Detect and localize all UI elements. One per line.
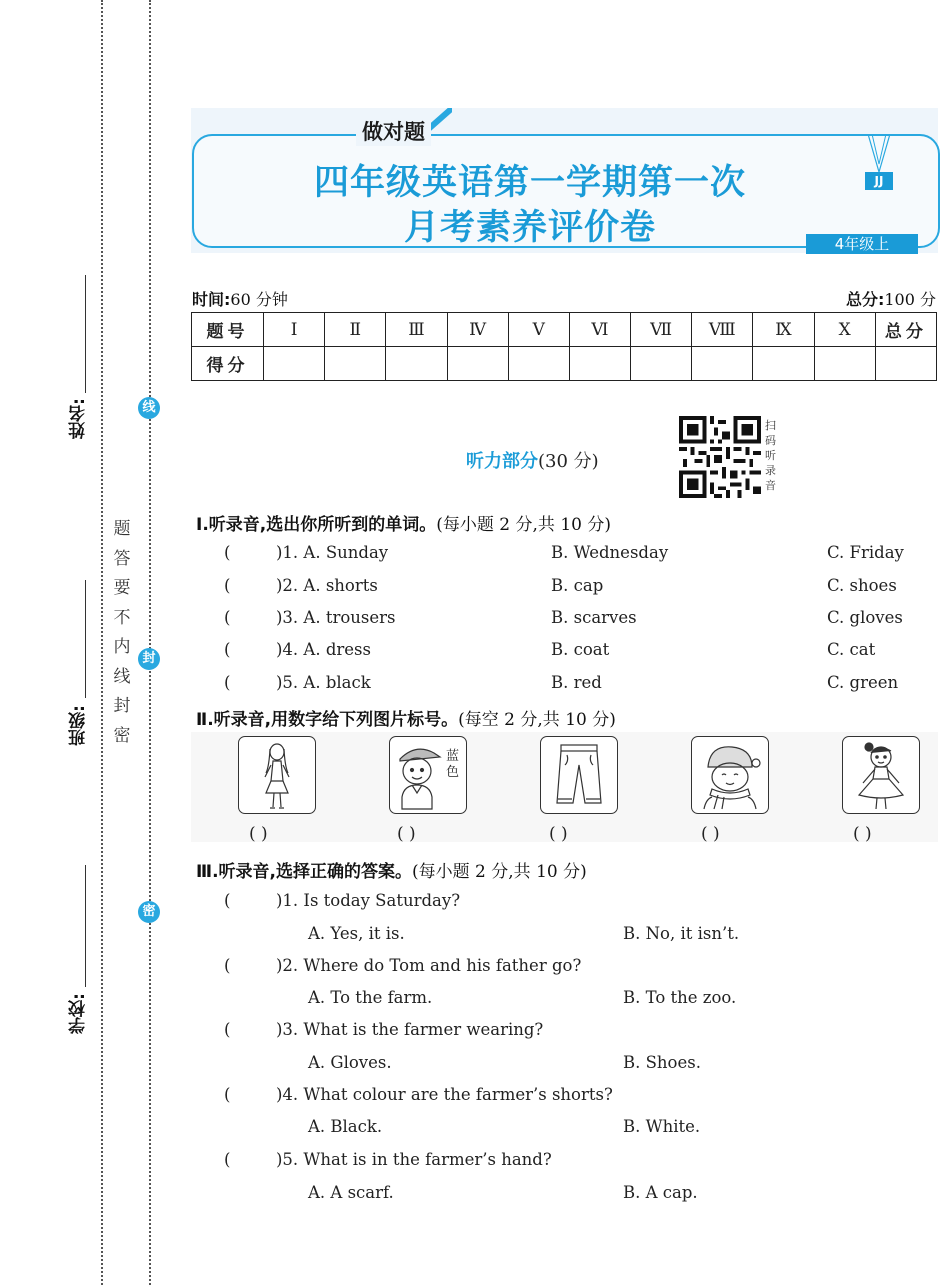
question-text: )2. Where do Tom and his father go?	[276, 956, 582, 975]
picture-girl-skirt	[842, 736, 920, 814]
binding-dotted-line-outer	[101, 0, 103, 1285]
score-cell[interactable]	[447, 347, 508, 381]
total-value: 100 分	[884, 290, 936, 309]
girl-dress-icon	[239, 737, 315, 813]
option-c: C. gloves	[827, 608, 903, 627]
option-b: B. Wednesday	[551, 543, 669, 562]
listening-points: (30 分)	[538, 451, 599, 472]
score-table-score-row	[192, 347, 937, 381]
picture-answer-blank[interactable]: ( )	[249, 824, 268, 844]
section2-heading	[196, 705, 616, 730]
option-a: A. Gloves.	[308, 1053, 392, 1072]
question-text: )1. Is today Saturday?	[276, 891, 461, 910]
option-b: B. coat	[551, 640, 610, 659]
option-a: )2. A. shorts	[276, 576, 378, 595]
option-a: )4. A. dress	[276, 640, 371, 659]
score-cell[interactable]	[508, 347, 569, 381]
score-cell[interactable]	[814, 347, 875, 381]
section2-instruction: 听录音,用数字给下列图片标号。	[213, 710, 459, 730]
score-cell[interactable]	[692, 347, 753, 381]
answer-paren[interactable]: (	[224, 543, 231, 562]
section1-points: (每小题 2 分,共 10 分)	[436, 515, 611, 535]
time-value: 60 分钟	[230, 290, 288, 309]
page-title-line1: 四年级英语第一学期第一次	[313, 163, 746, 203]
answer-paren[interactable]: (	[224, 891, 231, 910]
column-header: Ⅵ	[569, 313, 630, 347]
option-b: B. red	[551, 673, 602, 692]
option-c: C. green	[827, 673, 899, 692]
answer-paren[interactable]: (	[224, 1150, 231, 1169]
column-header: Ⅸ	[753, 313, 814, 347]
option-b: B. cap	[551, 576, 604, 595]
option-b: B. No, it isn’t.	[623, 924, 740, 943]
section1-number: Ⅰ.	[196, 515, 209, 535]
listening-section-title	[466, 447, 599, 473]
section3-heading	[196, 857, 587, 882]
answer-paren[interactable]: (	[224, 608, 231, 627]
option-a: A. To the farm.	[308, 988, 433, 1007]
option-c: C. cat	[827, 640, 876, 659]
school-label: 学校:	[69, 993, 89, 1034]
edition-badge: JJ	[865, 172, 893, 190]
time-label: 时间:	[192, 290, 231, 309]
option-a: A. Black.	[308, 1117, 383, 1136]
column-header: Ⅳ	[447, 313, 508, 347]
answer-paren[interactable]: (	[224, 673, 231, 692]
question-text: )4. What colour are the farmer’s shorts?	[276, 1085, 613, 1104]
option-c: C. Friday	[827, 543, 904, 562]
qr-code-icon[interactable]	[679, 416, 761, 498]
listening-title: 听力部分	[466, 451, 538, 472]
name-label: 姓名:	[69, 398, 89, 439]
grade-tab: 4年级上	[806, 234, 918, 254]
question-text: )3. What is the farmer wearing?	[276, 1020, 544, 1039]
answer-paren[interactable]: (	[224, 1085, 231, 1104]
score-cell[interactable]	[325, 347, 386, 381]
answer-paren[interactable]: (	[224, 1020, 231, 1039]
score-cell[interactable]	[264, 347, 325, 381]
time-info	[192, 287, 288, 310]
picture-answer-blank[interactable]: ( )	[853, 824, 872, 844]
picture-answer-blank[interactable]: ( )	[397, 824, 416, 844]
option-b: B. A cap.	[623, 1183, 698, 1202]
option-a: A. A scarf.	[308, 1183, 394, 1202]
score-table-header-row	[192, 313, 937, 347]
section2-points: (每空 2 分,共 10 分)	[458, 710, 616, 730]
badge-ribbon-icon	[866, 134, 892, 174]
column-header: Ⅷ	[692, 313, 753, 347]
option-a: )3. A. trousers	[276, 608, 396, 627]
class-label: 班级:	[69, 705, 89, 746]
answer-paren[interactable]: (	[224, 576, 231, 595]
picture-answer-blank[interactable]: ( )	[549, 824, 568, 844]
score-row-header: 得分	[192, 347, 264, 381]
total-header: 总分	[875, 313, 936, 347]
option-a: A. Yes, it is.	[308, 924, 405, 943]
class-blank[interactable]	[85, 580, 86, 698]
binding-dotted-line-inner	[149, 0, 151, 1285]
seal-circle-secret: 密	[138, 901, 160, 923]
score-cell[interactable]	[875, 347, 936, 381]
column-header: Ⅰ	[264, 313, 325, 347]
total-score-info	[846, 287, 936, 310]
answer-paren[interactable]: (	[224, 640, 231, 659]
trousers-icon	[541, 737, 617, 813]
section1-heading	[196, 510, 611, 535]
section1-instruction: 听录音,选出你所听到的单词。	[208, 515, 437, 535]
option-b: B. Shoes.	[623, 1053, 701, 1072]
seal-warning-text: 题 答 要 不 内 线 封 密	[113, 519, 131, 746]
name-blank[interactable]	[85, 275, 86, 393]
section3-number: Ⅲ.	[196, 862, 219, 882]
girl-skirt-icon	[843, 737, 919, 813]
section3-instruction: 听录音,选择正确的答案。	[218, 862, 412, 882]
school-blank[interactable]	[85, 865, 86, 987]
seal-circle-line: 线	[138, 397, 160, 419]
page-title-line2: 月考素养评价卷	[403, 208, 656, 248]
option-b: B. White.	[623, 1117, 701, 1136]
column-header: Ⅹ	[814, 313, 875, 347]
option-b: B. To the zoo.	[623, 988, 737, 1007]
option-a: )1. A. Sunday	[276, 543, 389, 562]
hat-scarf-icon	[692, 737, 768, 813]
score-table	[191, 312, 937, 381]
picture-caption-blue: 蓝色	[446, 749, 460, 780]
section2-number: Ⅱ.	[196, 710, 214, 730]
picture-hat-scarf	[691, 736, 769, 814]
picture-answer-blank[interactable]: ( )	[701, 824, 720, 844]
score-cell[interactable]	[753, 347, 814, 381]
column-header: Ⅶ	[631, 313, 692, 347]
question-number-header: 题号	[192, 313, 264, 347]
score-cell[interactable]	[386, 347, 447, 381]
picture-trousers	[540, 736, 618, 814]
answer-paren[interactable]: (	[224, 956, 231, 975]
score-cell[interactable]	[631, 347, 692, 381]
picture-girl-dress	[238, 736, 316, 814]
seal-circle-seal: 封	[138, 648, 160, 670]
column-header: Ⅱ	[325, 313, 386, 347]
total-label: 总分:	[845, 290, 885, 309]
option-c: C. shoes	[827, 576, 897, 595]
scan-qr-note: 扫 码 听 录 音	[765, 419, 776, 492]
column-header: Ⅴ	[508, 313, 569, 347]
column-header: Ⅲ	[386, 313, 447, 347]
brand-logo-text: 做对题	[356, 116, 431, 146]
picture-boy-cap	[389, 736, 467, 814]
option-a: )5. A. black	[276, 673, 371, 692]
option-b: B. scarves	[551, 608, 637, 627]
score-cell[interactable]	[569, 347, 630, 381]
question-text: )5. What is in the farmer’s hand?	[276, 1150, 552, 1169]
section3-points: (每小题 2 分,共 10 分)	[412, 862, 587, 882]
